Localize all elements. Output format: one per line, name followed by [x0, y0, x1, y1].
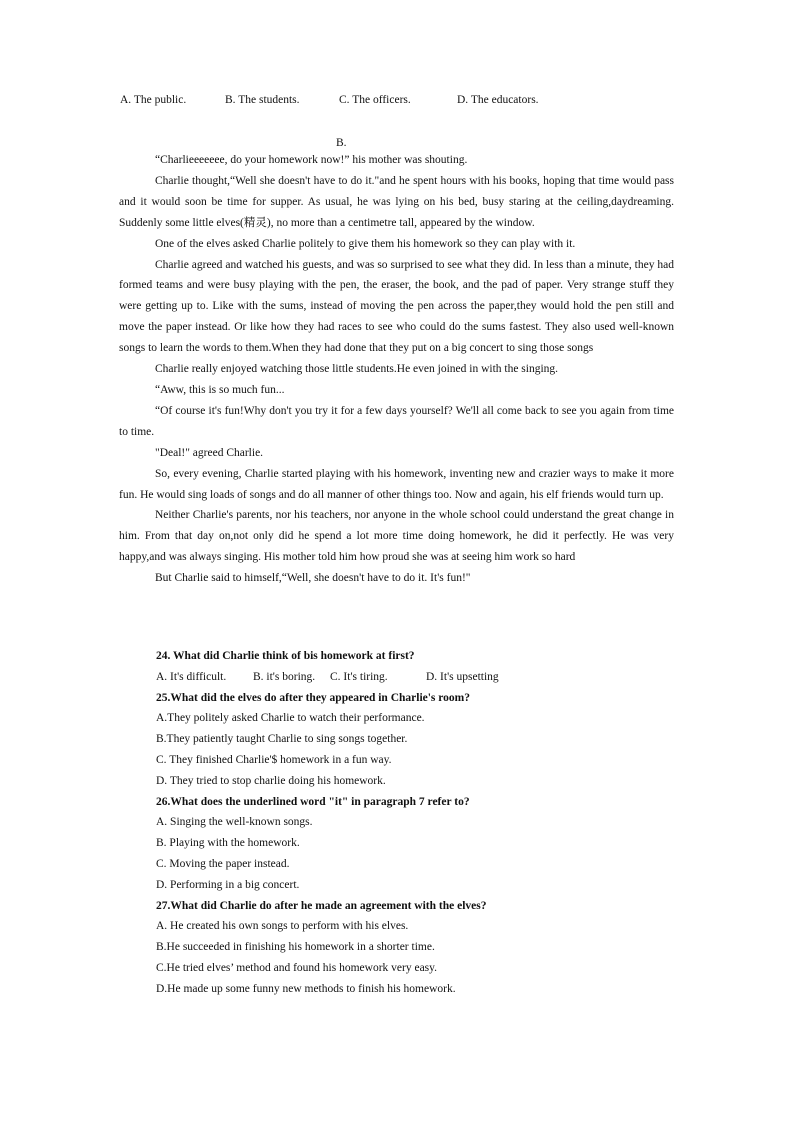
option-d: D.He made up some funny new methods to finish his homework. [156, 982, 456, 995]
option-d: D. The educators. [457, 94, 539, 106]
option-c: C. Moving the paper instead. [156, 857, 290, 870]
paragraph: But Charlie said to himself,“Well, she doesn't have to do it. It's fun!" [155, 572, 471, 585]
question-26: 26.What does the underlined word "it" in paragraph 7 refer to? [156, 795, 470, 808]
option-d: D. Performing in a big concert. [156, 878, 300, 891]
questions-section [156, 646, 676, 1000]
section-label: B. [336, 137, 347, 149]
paragraph: Neither Charlie's parents, nor his teachers, nor anyone in the whole school could understand the great change in him. From that day on,not only did he spend a lot more time doing homework, he did it perfectly. He was very happy,and was always singing. His mother told him how proud she was at seeing him work so hard [119, 509, 674, 564]
option-a: A.They politely asked Charlie to watch their performance. [156, 712, 425, 725]
option-b: B. The students. [225, 94, 300, 106]
option-b: B. Playing with the homework. [156, 837, 300, 850]
option-c: C. They finished Charlie'$ homework in a fun way. [156, 753, 392, 766]
paragraph: Charlie really enjoyed watching those little students.He even joined in with the singing. [155, 363, 559, 376]
option-b: B.He succeeded in finishing his homework in a shorter time. [156, 941, 435, 954]
option-d: D. It's upsetting [426, 670, 499, 683]
option-c: C. The officers. [339, 94, 411, 106]
option-c: C.He tried elves’ method and found his homework very easy. [156, 961, 438, 974]
question-24: 24. What did Charlie think of bis homework at first? [156, 650, 415, 662]
option-b: B.They patiently taught Charlie to sing songs together. [156, 733, 408, 746]
paragraph: Charlie agreed and watched his guests, and was so surprised to see what they did. In less than a minute, they had formed teams and were busy playing with the pen, the eraser, the book, and the pad of paper. Very strange stuff they were getting up to. Like with the sums, instead of moving the pen across the paper,they would hold the pen still and move the paper instead. Or like how they had races to see who could do the sums fastest. They also used well-known songs to learn the words to them.When they had done that they put on a big concert to sing those songs [119, 258, 674, 355]
question-25: 25.What did the elves do after they appeared in Charlie's room? [156, 691, 471, 704]
question-24-options [156, 667, 676, 688]
paragraph: One of the elves asked Charlie politely to give them his homework so they can play with it. [155, 237, 576, 250]
paragraph: “Aww, this is so much fun... [155, 383, 285, 396]
reading-passage [119, 150, 674, 589]
option-b: B. it's boring. [253, 670, 316, 683]
option-a: A. He created his own songs to perform with his elves. [156, 920, 409, 933]
paragraph: “Charlieeeeeee, do your homework now!” his mother was shouting. [155, 154, 468, 166]
paragraph: Charlie thought,“Well she doesn't have to do it."and he spent hours with his books, hoping that time would pass and it would soon be time for supper. As usual, he was lying on his bed, busy staring at the ceiling,daydreaming. Suddenly some little elves(精灵), no more than a centimetre tall, appeared by the window. [119, 174, 674, 229]
option-a: A. Singing the well-known songs. [156, 816, 313, 829]
paragraph: "Deal!" agreed Charlie. [155, 446, 264, 459]
option-d: D. They tried to stop charlie doing his homework. [156, 774, 386, 787]
option-a: A. The public. [120, 94, 187, 106]
option-c: C. It's tiring. [330, 670, 388, 683]
question-27: 27.What did Charlie do after he made an agreement with the elves? [156, 899, 487, 912]
paragraph: So, every evening, Charlie started playing with his homework, inventing new and crazier ways to make it more fun. He would sing loads of songs and do all manner of other things too. Now and again, his elf friends would turn up. [119, 467, 674, 501]
option-a: A. It's difficult. [156, 670, 227, 683]
paragraph: “Of course it's fun!Why don't you try it for a few days yourself? We'll all come back to see you again from time to time. [119, 404, 674, 438]
